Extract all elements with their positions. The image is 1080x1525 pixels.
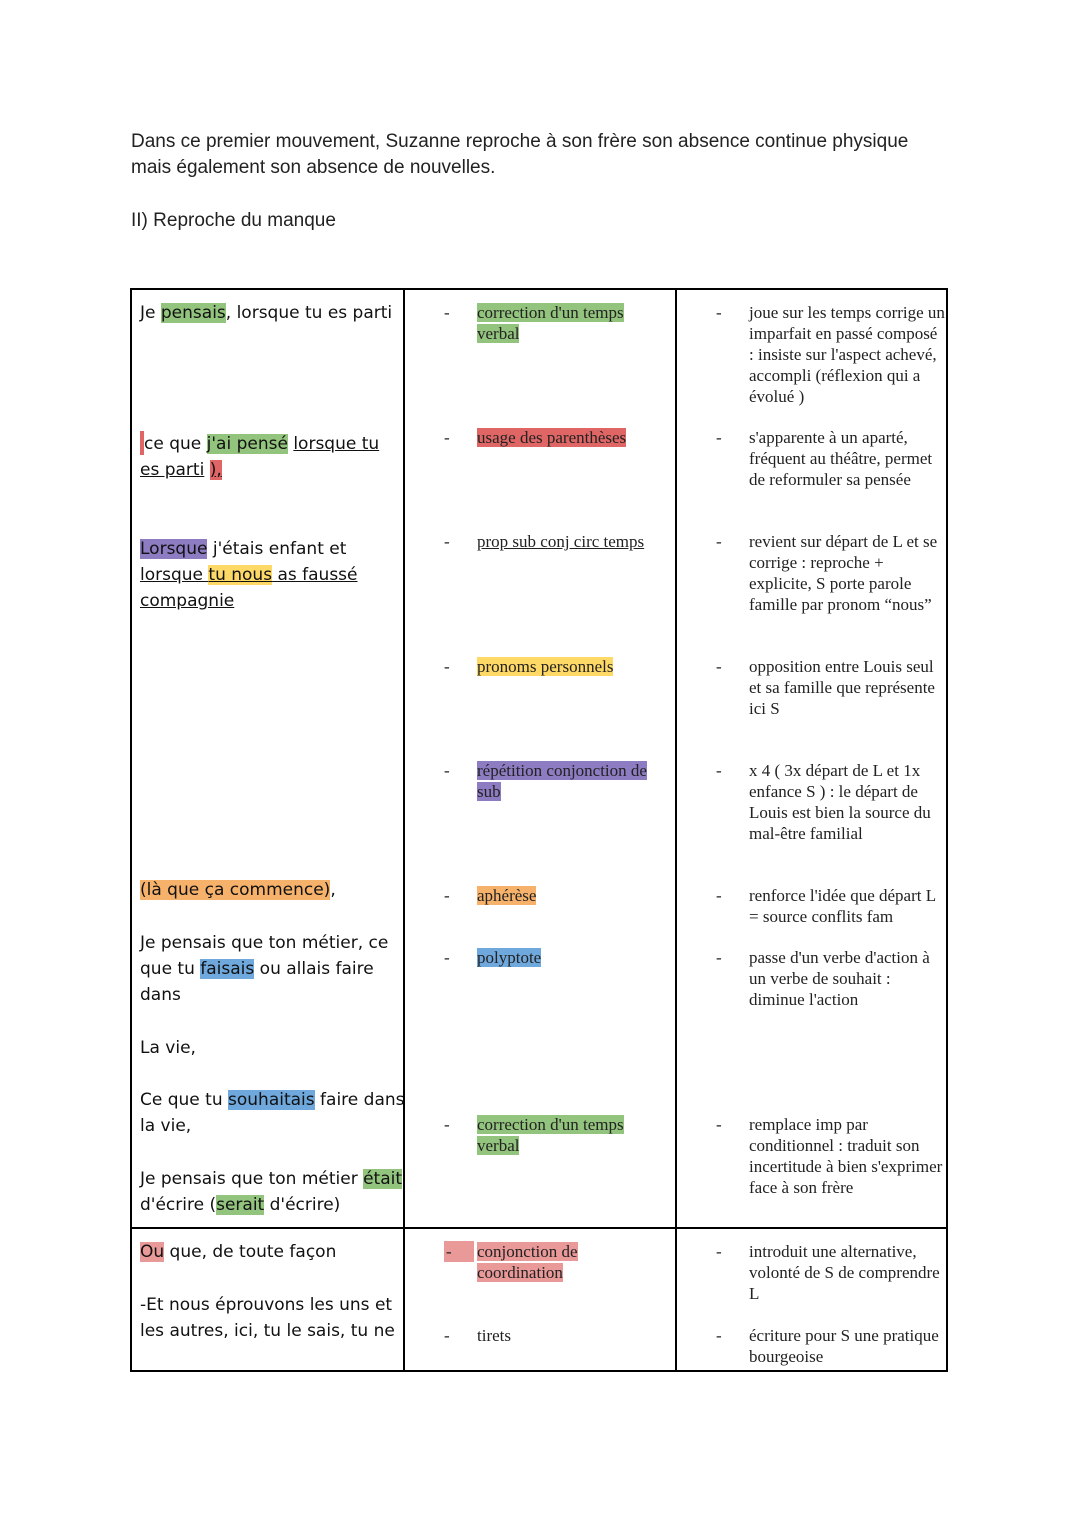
device-correction-temps-1: correction d'un temps verbal xyxy=(477,303,624,343)
device-dash: - xyxy=(444,886,450,905)
quote-je-pensais: Je pensais, lorsque tu es parti xyxy=(140,303,393,323)
quote-lorsque-line3: compagnie xyxy=(140,591,235,611)
quote-ce-que-line1: ce que j'ai pensé lorsque tu xyxy=(140,431,379,457)
device-dash-highlighted: - xyxy=(444,1241,474,1262)
device-dash: - xyxy=(444,1326,450,1345)
table-row-divider xyxy=(132,1227,946,1229)
device-polyptote: polyptote xyxy=(477,948,542,967)
quote-ou-que: Ou que, de toute façon xyxy=(140,1242,337,1262)
comment-dash: - xyxy=(716,303,722,322)
device-dash: - xyxy=(444,532,450,551)
device-prop-sub: prop sub conj circ temps xyxy=(477,532,645,551)
comment-dash: - xyxy=(716,1326,722,1345)
device-pronoms: pronoms personnels xyxy=(477,657,614,676)
hl-pensais: pensais xyxy=(160,303,226,323)
quote-et-nous-line2: les autres, ici, tu le sais, tu ne xyxy=(140,1321,395,1341)
comment-renforce: renforce l'idée que départ L = source conflits fam xyxy=(749,886,936,926)
quote-etait-line2: d'écrire (serait d'écrire) xyxy=(140,1195,341,1215)
device-dash: - xyxy=(444,1115,450,1134)
quote-et-nous-line1: -Et nous éprouvons les uns et xyxy=(140,1295,393,1315)
comment-aparte: s'apparente à un aparté, fréquent au théâtre, permet de reformuler sa pensée xyxy=(749,428,933,489)
comment-verbe-action: passe d'un verbe d'action à un verbe de souhait : diminue l'action xyxy=(749,948,930,1009)
device-tirets: tirets xyxy=(477,1326,511,1345)
hl-ou: Ou xyxy=(140,1242,165,1262)
device-conjonction-coordination: conjonction de coordination xyxy=(477,1242,578,1282)
hl-serait: serait xyxy=(216,1195,265,1215)
device-repetition: répétition conjonction de sub xyxy=(477,761,647,801)
device-usage-parentheses: usage des parenthèses xyxy=(477,428,627,447)
device-dash: - xyxy=(444,657,450,676)
device-dash: - xyxy=(444,428,450,447)
quote-souhaitais-line2: la vie, xyxy=(140,1116,192,1136)
device-dash: - xyxy=(444,761,450,780)
comment-dash: - xyxy=(716,886,722,905)
intro-paragraph xyxy=(131,129,961,181)
comment-opposition: opposition entre Louis seul et sa famille que représente ici S xyxy=(749,657,935,718)
comment-alternative: introduit une alternative, volonté de S de comprendre L xyxy=(749,1242,940,1303)
hl-souhaitais: souhaitais xyxy=(228,1090,315,1110)
comment-dash: - xyxy=(716,761,722,780)
comment-conditionnel: remplace imp par conditionnel : traduit son incertitude à bien s'exprimer face à son frère xyxy=(749,1115,943,1197)
comment-dash: - xyxy=(716,1115,722,1134)
section-heading: II) Reproche du manque xyxy=(131,210,336,231)
comment-x4: x 4 ( 3x départ de L et 1x enfance S ) : le départ de Louis est bien la source du mal-être familial xyxy=(749,761,931,843)
quote-lorsque-line1: Lorsque j'étais enfant et xyxy=(140,539,347,559)
device-correction-temps-2: correction d'un temps verbal xyxy=(477,1115,624,1155)
device-dash: - xyxy=(444,303,450,322)
quote-la-que-ca-commence: (là que ça commence), xyxy=(140,880,336,900)
hl-la-que-ca-commence: (là que ça commence) xyxy=(140,880,331,900)
comment-dash: - xyxy=(716,657,722,676)
comment-dash: - xyxy=(716,948,722,967)
hl-jai-pense: j'ai pensé xyxy=(206,434,288,454)
hl-tu-nous: tu nous xyxy=(208,565,273,585)
comment-joue-sur-les-temps: joue sur les temps corrige un imparfait en passé composé : insiste sur l'aspect achevé, accompli (réflexion qui a évolué ) xyxy=(749,303,945,406)
table-divider-1 xyxy=(403,290,405,1370)
comment-dash: - xyxy=(716,1242,722,1261)
hl-faisais: faisais xyxy=(200,959,255,979)
comment-dash: - xyxy=(716,428,722,447)
hl-close-parenthesis: ), xyxy=(209,460,222,480)
comment-ecriture: écriture pour S une pratique bourgeoise xyxy=(749,1326,939,1366)
quote-souhaitais-line1: Ce que tu souhaitais faire dans xyxy=(140,1090,405,1110)
comment-revient-sur-depart: revient sur départ de L et se corrige : reproche + explicite, S porte parole famille par pronom “nous” xyxy=(749,532,938,614)
hl-lorsque: Lorsque xyxy=(140,539,208,559)
quote-etait-line1: Je pensais que ton métier était xyxy=(140,1169,403,1189)
quote-metier-line2: que tu faisais ou allais faire xyxy=(140,959,374,979)
device-dash: - xyxy=(444,948,450,967)
device-apherese: aphérèse xyxy=(477,886,537,905)
analysis-table xyxy=(130,288,948,1372)
quote-metier-line1: Je pensais que ton métier, ce xyxy=(140,933,389,953)
hl-etait: était xyxy=(363,1169,403,1189)
quote-lorsque-line2: lorsque tu nous as faussé xyxy=(140,565,358,585)
intro-line-1: Dans ce premier mouvement, Suzanne reproche à son frère son absence continue physique xyxy=(131,131,909,152)
intro-line-2: mais également son absence de nouvelles. xyxy=(131,157,496,178)
quote-la-vie: La vie, xyxy=(140,1038,196,1058)
table-divider-2 xyxy=(675,290,677,1370)
quote-metier-line3: dans xyxy=(140,985,181,1005)
comment-dash: - xyxy=(716,532,722,551)
quote-ce-que-line2: es parti ), xyxy=(140,460,222,480)
